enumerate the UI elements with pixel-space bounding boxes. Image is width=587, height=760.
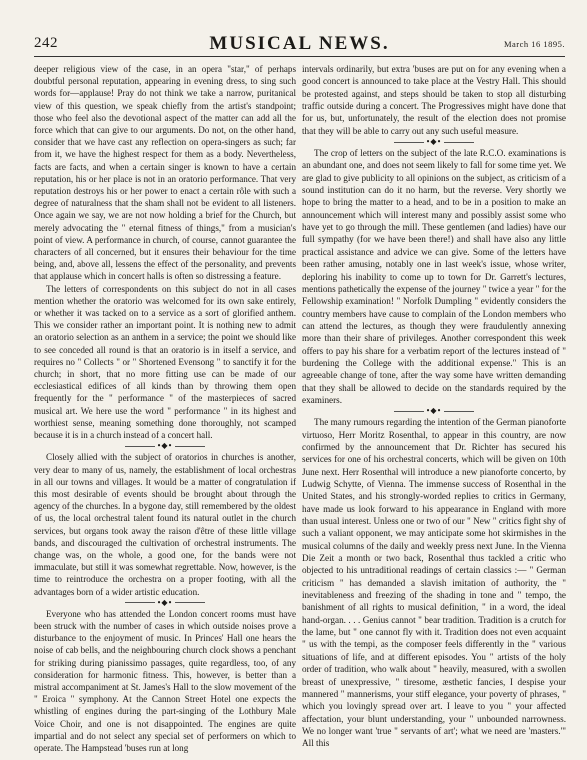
- section-separator: [302, 406, 566, 416]
- paragraph: intervals ordinarily, but extra 'buses are put on for any evening when a good concert is announced to take place at the Vestry Hall. This should be protested against, and steps should be taken to stop all disturbing traffic outside during a concert. The Progressives might have done that for us, but, unfortunately, the result of the election does not promise that they will be able to carry out any such useful measure.: [302, 64, 566, 136]
- separator-ornament: •◆•: [157, 441, 173, 451]
- section-separator: [34, 598, 296, 608]
- paragraph: Closely allied with the subject of oratorios in churches is another, very dear to many of us, namely, the establishment of local orchestras in all our towns and villages. It would be a matter of congratulation if this most desirable of events should be brought about through the agency of the churches. In a bygone day, still remembered by the oldest of us, the local orchestral talent found its natural outlet in the church services, but organs took away the raison d'être of these little village bands, and discouraged the cultivation of orchestral instruments. The change was, on the whole, a good one, for the bands were not immaculate, but still it was somewhat regrettable. Now, however, is the time to reintroduce the orchestra on a proper footing, with all the advantages born of a wider artistic education.: [34, 452, 296, 597]
- paragraph: The many rumours regarding the intention of the German pianoforte virtuoso, Herr Moritz Rosenthal, to appear in this country, are now confirmed by the announcement that Dr. Richter has secured his services for one of his orchestral concerts, which will be given on 10th June next. Herr Rosenthal will introduce a new pianoforte concerto, by Ludwig Schytte, of Vienna. The immense success of Rosenthal in the United States, and his strongly-worded replies to critics in Germany, have made us look forward to his appearance in England with more than usual interest. Unless one or two of our " New " critics fight shy of such a valiant opponent, we may anticipate some hot skirmishes in the musical columns of the daily and weekly press next June. In the Vienna Die Zeit a month or two back, Rosenthal thus tackled a critic who objected to his untraditional readings of certain classics :— " German criticism " has demanded a slavish imitation of authority, the " inevitableness and freezing of the shading in tone and " tempo, the banishment of all rights to musical definition, " in a word, the ideal hand-organ. . . . Genius cannot " bear tradition. Tradition is a crutch for the lame, but " one cannot fly with it. Tradition does not even acquaint " us with the tempi, as the composer feels differently in the " various situations of life, and at different episodes. You " artists of the holy order of tradition, who walk about " heavily, measured, with a swollen breast of unexpressive, " tiresome, æsthetic fancies, I despise your mannered " mannerisms, your stiff elegance, your poverty of phrases, " which you lovingly spread over art. I leave to you " your affected affectation, your blunt understanding, your " unbounded narrowness. We no longer want 'true " servants of art'; what we need are 'masters.'" All this: [302, 417, 566, 749]
- masthead-title: MUSICAL NEWS.: [209, 33, 390, 54]
- left-column: [34, 63, 296, 754]
- paragraph: The letters of correspondents on this subject do not in all cases mention whether the oratorio was welcomed for its own sake entirely, or whether it was tacked on to a service as a sort of glorified anthem. This we consider rather an important point. It is nothing new to admit an oratorio selection as an anthem in a service; the point we should like to see conceded all round is that an oratorio is in itself a service, and requires no " Collects " or " Shortened Evensong " to sanctify it for the church; in short, that no more fitting use can be made of our ecclesiastical edifices of all kinds than by throwing them open frequently for the " performance " of the masterpieces of sacred musical art. We here use the word " performance " in its highest and worthiest sense, meaning something done thoroughly, not scamped because it is in a church instead of a concert hall.: [34, 283, 296, 441]
- header-rule: [34, 56, 565, 57]
- section-separator: [302, 137, 566, 147]
- section-separator: [34, 441, 296, 451]
- right-column: [302, 63, 566, 750]
- page-number: 242: [34, 35, 58, 51]
- issue-date: March 16 1895.: [503, 39, 565, 49]
- separator-ornament: •◆•: [157, 597, 173, 607]
- paragraph: deeper religious view of the case, in an opera "star," of perhaps doubtful personal reputation, appearing in evening dress, to sing such words for—applause! Pray do not think we take a narrow, puritanical view of this question, we speak chiefly from the artist's standpoint; those who feel also the devotional aspect of the matter can add all the force which that can give to our arguments. Do not, on the other hand, consider that we have cast any reflection on opera-singers as such; far from it, we have the highest respect for them as a body. Nevertheless, facts are facts, and when a certain singer is known to have a certain reputation, his or her place is not in an oratorio performance. That very reputation destroys his or her power to enact a certain rôle with such a degree of naturalness that the sham shall not be evident to all listeners. Once again we say, we are not now holding a brief for the Church, but merely advocating the " eternal fitness of things," from a musician's point of view. A performance in church, of course, cannot guarantee the characters of all concerned, but it ensures their behaviour for the time being, and, above all, lessens the effect of the personality, and prevents that applause which in concert halls is often so distressing a feature.: [34, 64, 296, 282]
- page-header: [34, 33, 565, 55]
- paragraph: The crop of letters on the subject of the late R.C.O. examinations is an abundant one, and does not seem likely to fall for some time yet. We are glad to give publicity to all opinions on the subject, as criticism of a sound institution can do it no harm, but the reverse. Very shortly we hope to bring the matter to a head, and to be in a position to make an announcement which will interest many and possibly assist some who have yet to go through the mill. These gentlemen (and ladies) have our full sympathy (for we have been there!) and shall have also any little practical assistance and advice we can give. Some of the letters have been rather amusing, notably one in last week's issue, whose writer, deploring his inability to come up to town for Dr. Garrett's lectures, mentions pathetically the expense of the journey " twice a year " for the Fellowship examination! " Norfolk Dumpling " evidently considers the country members have cause to complain of the London members who can attend the lectures, as though they were fraudulently annexing more than their share of privileges. Another correspondent this week offers to pay his share for a verbatim report of the lectures instead of " burdening the College with the additional expense." This is an agreeable change of tone, after the way some have written demanding that they shall be allowed to decide on the standards required by the examiners.: [302, 148, 566, 405]
- paragraph: Everyone who has attended the London concert rooms must have been struck with the number of cases in which outside noises prove a disturbance to the enjoyment of music. In Princes' Hall one hears the noise of cab bells, and the neighbouring church clock shows a penchant for striking during pianissimo passages, quite regardless, too, of any consideration for harmonic fitness. This, however, is better than a mistral accompaniment at St. James's Hall to the slow movement of the " Eroica " symphony. At the Cannon Street Hotel one expects the whistling of engines during the part-singing of the Lothbury Male Voice Choir, and one is not disappointed. The engines are quite impartial and do not select any special set of performers on which to operate. The Hampstead 'buses run at long: [34, 608, 296, 753]
- separator-ornament: •◆•: [426, 137, 442, 147]
- separator-ornament: •◆•: [426, 406, 442, 416]
